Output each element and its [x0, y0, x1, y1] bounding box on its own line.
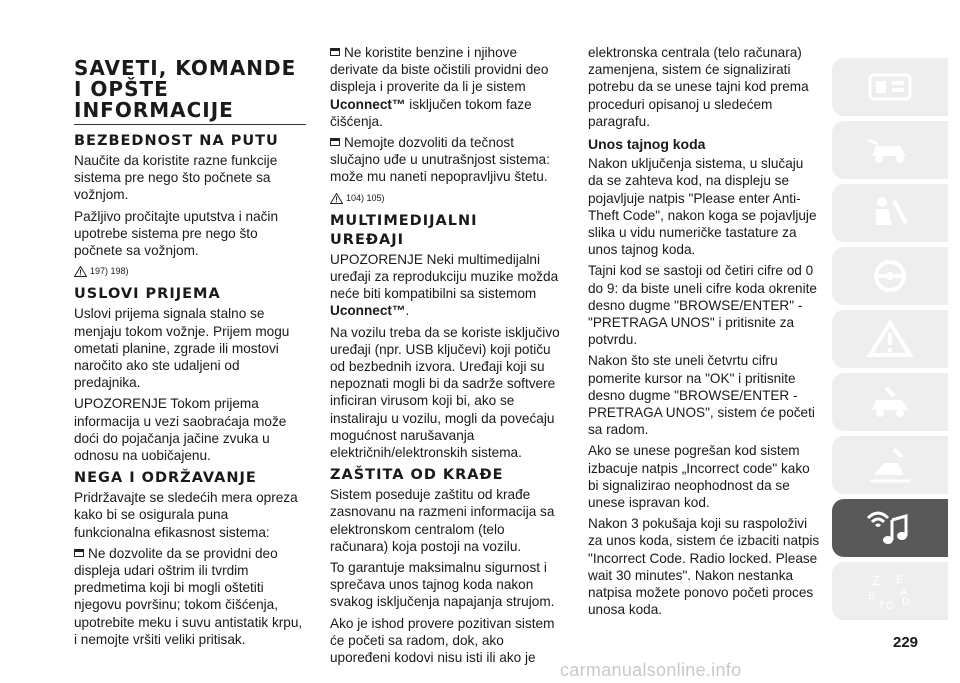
theft-heading: ZAŠTITA OD KRAĐE [330, 467, 504, 484]
steering-wheel-icon [864, 256, 916, 296]
tab-starting-driving[interactable] [832, 247, 948, 305]
column-3 [588, 44, 820, 623]
multimedia-p1-text: UPOZORENJE Neki multimedijalni uređaji za reprodukciju muzike možda neće biti kompatibilni sa sistemom [330, 251, 559, 302]
safety-heading: BEZBEDNOST NA PUTU [74, 133, 279, 149]
index-letter-c: C [886, 600, 894, 611]
safety-paragraph-1: Naučite da koristite razne funkcije sistema pre nego što počnete sa vožnjom. [74, 153, 278, 203]
airbag-seat-icon [864, 193, 916, 233]
title-divider [74, 124, 306, 125]
multimedia-p1-end: . [405, 303, 410, 319]
dashboard-icon [864, 67, 916, 107]
safety-warning-refs [74, 263, 306, 280]
care-bullet-2 [330, 44, 565, 130]
bullet-icon [330, 138, 340, 146]
care-bullet-3-text: Nemojte dozvoliti da tečnost slučajno uđe u unutrašnjost sistema: može mu naneti nepopravljivu štetu. [330, 135, 550, 185]
care-warning-refs [330, 190, 565, 207]
reception-paragraph-2: UPOZORENJE Tokom prijema informacija u vezi saobraćaja može doći do pojačanja jačine zvuka u odnosu na uobičajenu. [74, 396, 287, 464]
warning-triangle-icon [864, 319, 916, 359]
index-letter-e: E [896, 574, 904, 586]
care-bullet-2-text: Ne koristite benzine i njihove derivate da biste očistili providni deo displeja i proverite da li je sistem [330, 45, 549, 95]
tab-warnings[interactable] [832, 310, 948, 368]
tab-index[interactable] [832, 562, 948, 620]
index-letter-b: B [868, 590, 876, 602]
theft-paragraph-2: To garantuje maksimalnu sigurnost i sprečava unos tajnog koda nakon svakog isključenja napajanja strujom. [330, 560, 555, 610]
safety-paragraph-2: Pažljivo pročitajte uputstva i način upotrebe sistema pre nego što počnete sa vožnjom. [74, 208, 279, 259]
wrench-lift-icon [864, 445, 916, 485]
index-letter-a: A [900, 586, 908, 598]
care-paragraph: Pridržavajte se sledećih mera opreza kako bi se osigurala puna funkcionalna efikasnost sistema: [74, 490, 298, 540]
index-letter-t: T [878, 600, 885, 611]
page-number: 229 [893, 634, 919, 651]
tab-dashboard[interactable] [832, 58, 948, 116]
care-heading: NEGA I ODRŽAVANJE [74, 470, 257, 487]
main-title-line-3: INFORMACIJE [74, 98, 234, 122]
care-bullet-3 [330, 134, 565, 186]
care-refs-text: 104) 105) [346, 192, 385, 203]
multimedia-paragraph-1 [330, 251, 565, 320]
bullet-icon [330, 48, 340, 56]
bullet-icon [74, 549, 84, 557]
index-letters-icon [864, 571, 916, 611]
col3-paragraph-5: Ako se unese pogrešan kod sistem izbacuje natpis „Incorrect code" kako bi signalizirao neophodnost da se unese ispravan kod. [588, 443, 810, 511]
care-bullet-2-text-end: isključen tokom faze čišćenja. [330, 96, 532, 129]
tab-lights[interactable] [832, 121, 948, 179]
column-1 [74, 58, 306, 652]
multimedia-paragraph-2: Na vozilu treba da se koriste isključivo uređaji (npr. USB ključevi) koji potiču od bezbednih izvora. Uređaji koji su nepoznati mogli bi da sadrže softvere inficiran virusom koji bi, ako se instaliraju u vozilu, mogli da povećaju mogućnost narušavanja električnih/elektronskih sistema. [330, 324, 560, 461]
watermark: carmanualsonline.info [560, 660, 742, 680]
brand-name: Uconnect™ [330, 96, 406, 112]
col3-paragraph-3: Tajni kod se sastoji od četiri cifre od 0 do 9: da biste uneli cifre koda okrenite desno dugme "BROWSE/ENTER" - "PRETRAGA UNOS" i pritisnite za potvrdu. [588, 263, 817, 348]
care-bullet-1 [74, 545, 306, 648]
multimedia-heading-line-1: MULTIMEDIJALNI [330, 212, 478, 229]
chapter-nav [832, 58, 948, 625]
theft-paragraph-3: Ako je ishod provere pozitivan sistem će početi sa radom, dok, ako upoređeni kodovi nisu isti ili ako je [330, 615, 555, 666]
brand-name: Uconnect™ [330, 303, 406, 319]
reception-heading: USLOVI PRIJEMA [74, 286, 221, 303]
index-letter-z: Z [872, 573, 880, 588]
car-service-icon [864, 382, 916, 422]
col3-paragraph-2: Nakon uključenja sistema, u slučaju da se zahteva kod, na displeju se pojavljuje natpis "Please enter Anti-Theft Code", nakon koga se pojavljuje slika u vidu numeričke tastature za unos tajnog koda. [588, 156, 817, 258]
multimedia-icon [864, 508, 916, 548]
theft-paragraph-1: Sistem poseduje zaštitu od krađe zasnovanu na razmeni informacija sa elektronskom centralom (telo računara) koja postoji na vozilu. [330, 487, 555, 554]
multimedia-heading-line-2: UREĐAJI [330, 231, 405, 248]
index-letter-d: D [902, 596, 910, 608]
column-2 [330, 44, 565, 670]
care-bullet-1-text: Ne dozvolite da se providni deo displeja udari oštrim ili tvrdim predmetima koji bi mogli oštetiti njegovu površinu; tokom čišćenja, upotrebite meku i suvu antistatik krpu, i nemojte vršiti veliki pritisak. [74, 545, 303, 647]
tab-safety[interactable] [832, 184, 948, 242]
reception-paragraph-1: Uslovi prijema signala stalno se menjaju tokom vožnje. Prijem mogu ometati planine, zgrade ili mostovi naročito ako ste udaljeni od predajnika. [74, 306, 290, 391]
tab-maintenance[interactable] [832, 436, 948, 494]
warning-icon [74, 266, 87, 277]
warning-icon [330, 193, 343, 204]
main-title-line-1: SAVETI, KOMANDE [74, 56, 297, 80]
main-title-line-2: I OPŠTE [74, 77, 169, 101]
col3-paragraph-6: Nakon 3 pokušaja koji su raspoloživi za unos koda, sistem će izbaciti natpis "Incorrect Code. Radio locked. Please wait 30 minutes". Nakon nestanka natpisa možete ponovo početi proces unosa koda. [588, 516, 820, 618]
code-heading: Unos tajnog koda [588, 136, 706, 153]
tab-multimedia[interactable] [832, 499, 948, 557]
col3-paragraph-4: Nakon što ste uneli četvrtu cifru pomerite kursor na "OK" i pritisnite desno dugme "BROWSE/ENTER - PRETRAGA UNOS", sistem će početi sa radom. [588, 353, 815, 438]
car-light-icon [864, 130, 916, 170]
safety-refs-text: 197) 198) [90, 266, 129, 277]
col3-paragraph-1: elektronska centrala (telo računara) zamenjena, sistem će signalizirati potrebu da se unese tajni kod prema proceduri opisanoj u sledećem paragrafu. [588, 45, 809, 129]
tab-emergency[interactable] [832, 373, 948, 431]
